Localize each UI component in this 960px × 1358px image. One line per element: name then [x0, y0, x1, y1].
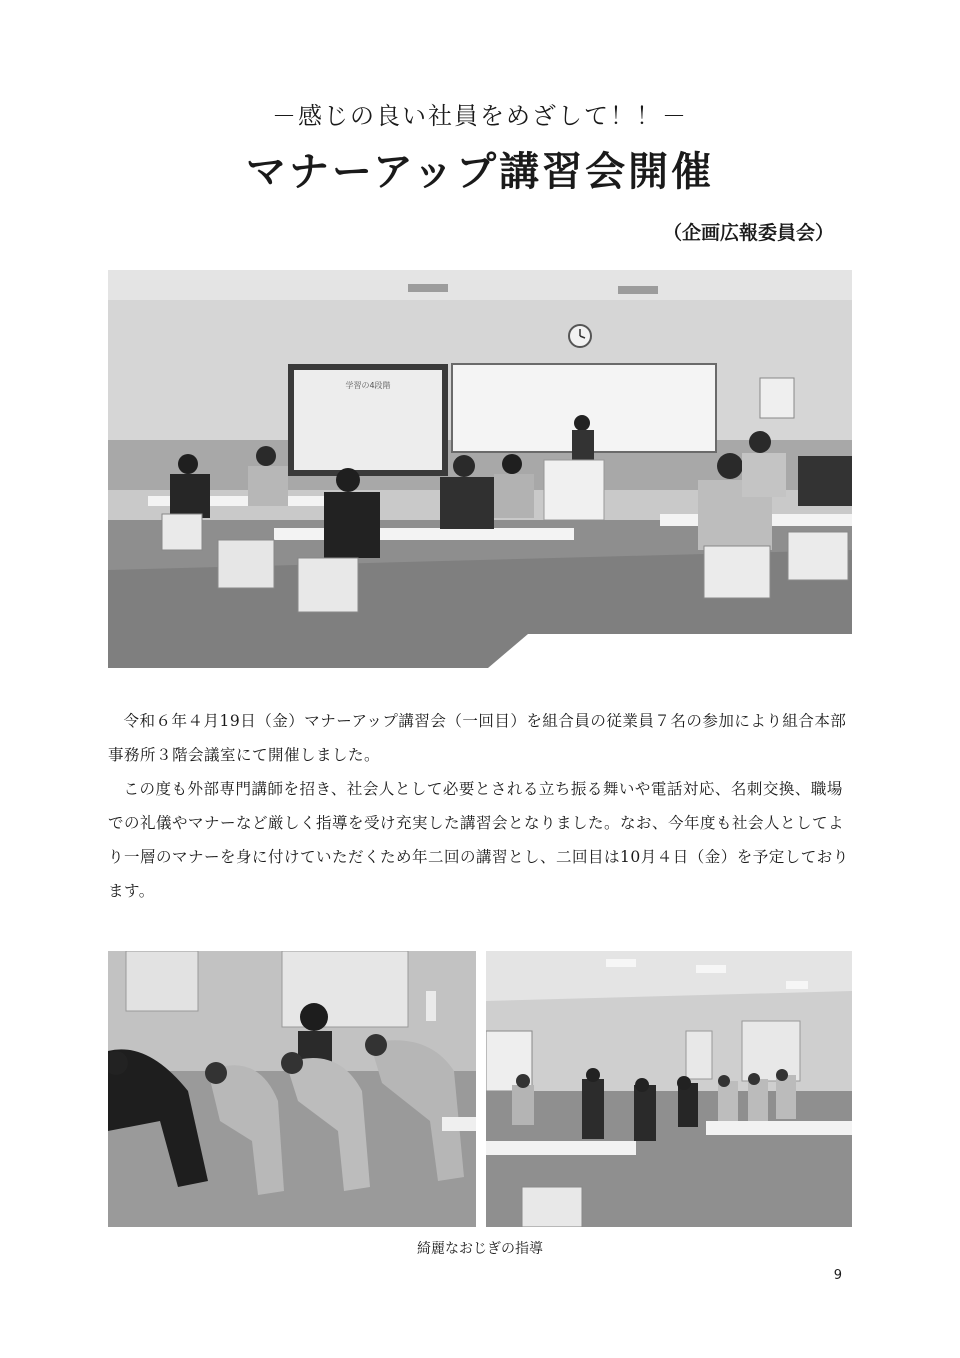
article-title: マナーアップ講習会開催: [245, 149, 715, 195]
bowing-photo-left: [108, 951, 476, 1227]
slide-text: 学習の4段階: [345, 381, 391, 390]
seminar-photo: [108, 270, 852, 668]
photo-caption: 綺麗なおじぎの指導: [417, 1241, 543, 1257]
page-number: 9: [833, 1268, 842, 1283]
organization-label: （企画広報委員会）: [662, 222, 834, 244]
paragraph: この度も外部専門講師を招き、社会人として必要とされる立ち振る舞いや電話対応、名刺交換、職場での礼儀やマナーなど厳しく指導を受け充実した講習会となりました。なお、今年度も社会人としてより一層のマナーを身に付けていただくため年二回の講習とし、二回目は10月４日（金）を予定しております。: [108, 780, 849, 900]
article-subtitle: －感じの良い社員をめざして！！－: [272, 102, 688, 130]
article-body: [108, 704, 854, 908]
bowing-photo-right: [486, 951, 852, 1227]
paragraph: 令和６年４月19日（金）マナーアップ講習会（一回目）を組合員の従業員７名の参加により組合本部事務所３階会議室にて開催しました。: [108, 712, 847, 764]
